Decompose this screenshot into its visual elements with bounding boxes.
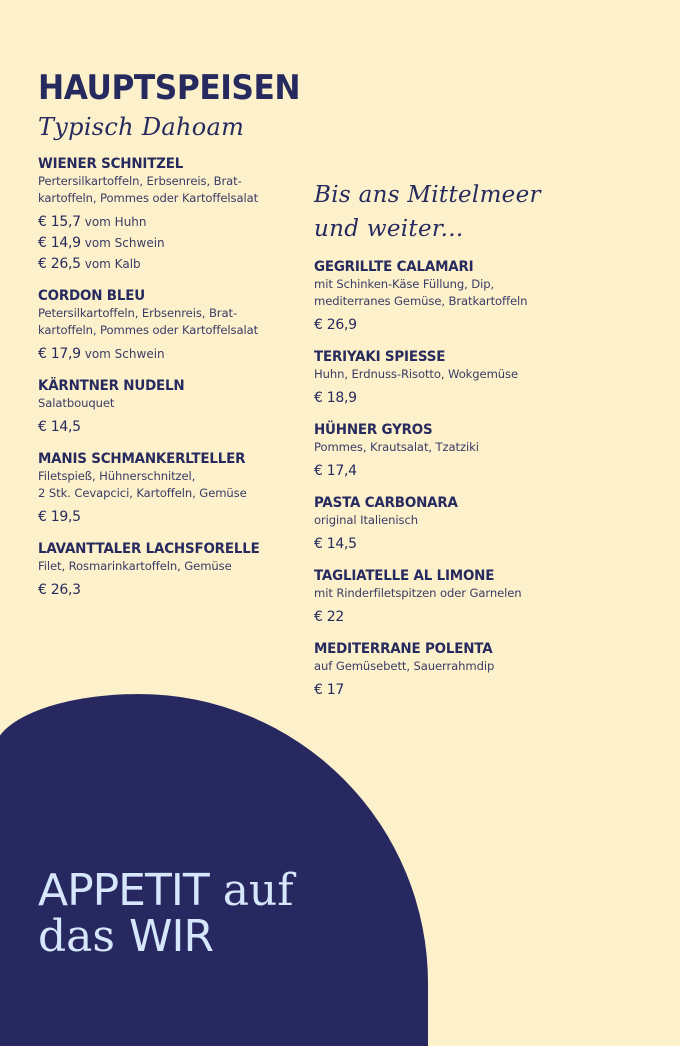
menu-item-name: TERIYAKI SPIESSE bbox=[314, 349, 446, 365]
slogan-word-appetit: APPETIT bbox=[38, 865, 209, 916]
menu-item-prices bbox=[314, 680, 654, 701]
menu-item-description: Filetspieß, Hühnerschnitzel, 2 Stk. Cevapcici, Kartoffeln, Gemüse bbox=[38, 469, 247, 500]
menu-item-name: LAVANTTALER LACHSFORELLE bbox=[38, 541, 260, 557]
menu-item-description: mit Rinderfiletspitzen oder Garnelen bbox=[314, 586, 522, 600]
left-menu-column bbox=[38, 155, 308, 601]
menu-item-description: Pertersilkartoffeln, Erbsenreis, Brat- kartoffeln, Pommes oder Kartoffelsalat bbox=[38, 174, 259, 205]
slogan-line-2 bbox=[38, 911, 294, 962]
menu-item-prices bbox=[314, 315, 654, 336]
menu-item-prices bbox=[38, 580, 308, 601]
price-amount: € 17,9 bbox=[38, 346, 81, 362]
price-amount: € 18,9 bbox=[314, 390, 357, 406]
slogan-word-auf: auf bbox=[222, 865, 294, 916]
menu-item-description: auf Gemüsebett, Sauerrahmdip bbox=[314, 659, 495, 673]
menu-item bbox=[314, 494, 654, 555]
menu-item-name: MANIS SCHMANKERLTELLER bbox=[38, 451, 246, 467]
slogan-line-1 bbox=[38, 865, 294, 916]
menu-item-name: MEDITERRANE POLENTA bbox=[314, 641, 493, 657]
menu-item bbox=[38, 155, 308, 275]
price-row bbox=[38, 580, 308, 601]
right-section-subtitle: Bis ans Mittelmeer und weiter... bbox=[314, 182, 541, 242]
menu-item-description: Pommes, Krautsalat, Tzatziki bbox=[314, 440, 479, 454]
price-row bbox=[314, 534, 654, 555]
menu-item-name: TAGLIATELLE AL LIMONE bbox=[314, 568, 495, 584]
price-amount: € 15,7 bbox=[38, 214, 81, 230]
menu-item-description: Filet, Rosmarinkartoffeln, Gemüse bbox=[38, 559, 232, 573]
menu-item-description: mit Schinken-Käse Füllung, Dip, mediterranes Gemüse, Bratkartoffeln bbox=[314, 277, 528, 308]
menu-item-description: Huhn, Erdnuss-Risotto, Wokgemüse bbox=[314, 367, 519, 381]
price-row bbox=[314, 461, 654, 482]
price-row bbox=[38, 507, 308, 528]
menu-item bbox=[314, 421, 654, 482]
price-row bbox=[38, 254, 308, 275]
menu-item-prices bbox=[38, 212, 308, 275]
menu-item bbox=[314, 640, 654, 701]
menu-item-prices bbox=[314, 461, 654, 482]
price-note: vom Schwein bbox=[84, 236, 165, 250]
menu-item bbox=[38, 377, 308, 438]
price-amount: € 14,9 bbox=[38, 235, 81, 251]
menu-item-prices bbox=[314, 534, 654, 555]
page-title: HAUPTSPEISEN bbox=[38, 68, 301, 108]
menu-item-description: original Italienisch bbox=[314, 513, 418, 527]
menu-item-name: WIENER SCHNITZEL bbox=[38, 156, 184, 172]
menu-item bbox=[314, 258, 654, 336]
price-amount: € 17 bbox=[314, 682, 344, 698]
slogan-word-das: das bbox=[38, 911, 115, 962]
menu-item-name: CORDON BLEU bbox=[38, 288, 145, 304]
menu-item bbox=[38, 540, 308, 601]
price-row bbox=[314, 680, 654, 701]
menu-item-prices bbox=[38, 344, 308, 365]
menu-item bbox=[314, 567, 654, 628]
price-note: vom Schwein bbox=[84, 347, 165, 361]
price-amount: € 22 bbox=[314, 609, 344, 625]
menu-item-name: GEGRILLTE CALAMARI bbox=[314, 259, 474, 275]
price-amount: € 14,5 bbox=[38, 419, 81, 435]
price-amount: € 26,5 bbox=[38, 256, 81, 272]
menu-item-description: Salatbouquet bbox=[38, 396, 115, 410]
menu-item-name: HÜHNER GYROS bbox=[314, 422, 433, 438]
menu-item bbox=[314, 348, 654, 409]
menu-item-prices bbox=[314, 388, 654, 409]
price-note: vom Kalb bbox=[84, 257, 141, 271]
menu-item bbox=[38, 287, 308, 365]
price-row bbox=[38, 233, 308, 254]
price-amount: € 26,9 bbox=[314, 317, 357, 333]
slogan-word-wir: WIR bbox=[128, 911, 214, 962]
menu-item-prices bbox=[314, 607, 654, 628]
price-amount: € 17,4 bbox=[314, 463, 357, 479]
left-section-subtitle: Typisch Dahoam bbox=[38, 113, 245, 141]
menu-item-name: PASTA CARBONARA bbox=[314, 495, 458, 511]
price-amount: € 19,5 bbox=[38, 509, 81, 525]
menu-item-name: KÄRNTNER NUDELN bbox=[38, 378, 185, 394]
price-row bbox=[38, 344, 308, 365]
price-amount: € 14,5 bbox=[314, 536, 357, 552]
price-note: vom Huhn bbox=[84, 215, 147, 229]
slogan bbox=[38, 865, 294, 962]
menu-item-prices bbox=[38, 417, 308, 438]
menu-item-description: Petersilkartoffeln, Erbsenreis, Brat- kartoffeln, Pommes oder Kartoffelsalat bbox=[38, 306, 259, 337]
menu-item-prices bbox=[38, 507, 308, 528]
price-row bbox=[314, 607, 654, 628]
menu-item bbox=[38, 450, 308, 528]
price-row bbox=[314, 315, 654, 336]
price-amount: € 26,3 bbox=[38, 582, 81, 598]
right-menu-column bbox=[314, 258, 654, 701]
price-row bbox=[38, 417, 308, 438]
price-row bbox=[314, 388, 654, 409]
price-row bbox=[38, 212, 308, 233]
